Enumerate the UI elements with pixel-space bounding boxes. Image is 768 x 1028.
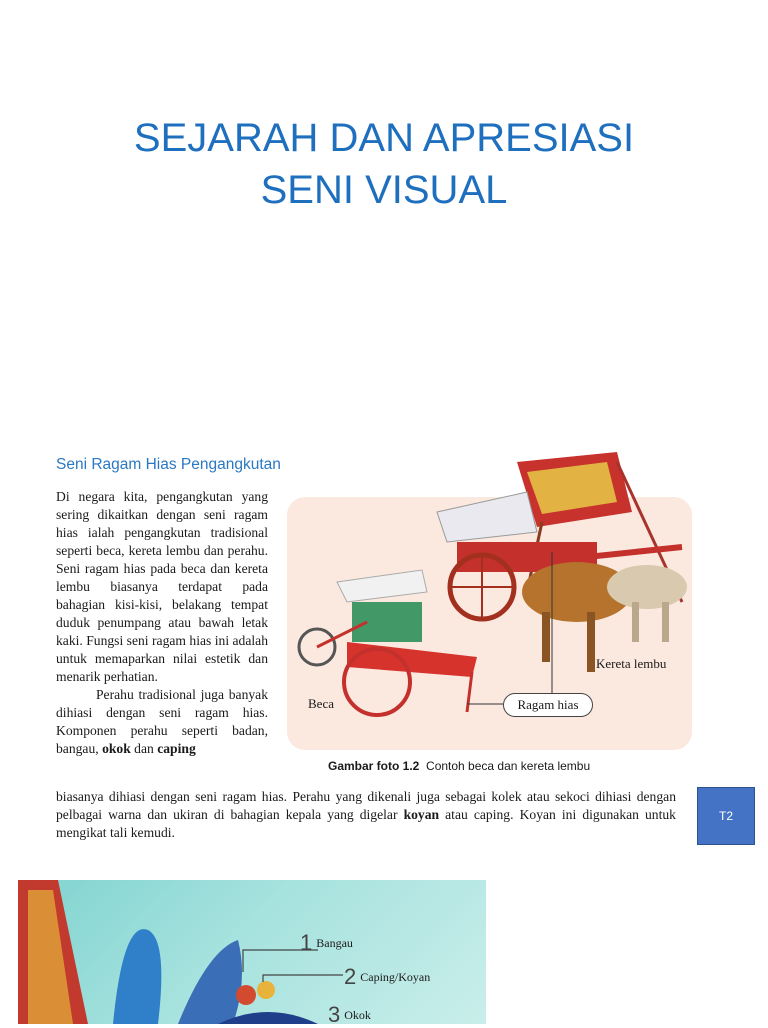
paragraph-2-text: Perahu tradisional juga banyak dihiasi dengan seni ragam hias. Komponen perahu seperti badan, bangau,	[56, 687, 268, 756]
slide-title-line-1: SEJARAH DAN APRESIASI	[133, 116, 635, 160]
perahu-illustration	[18, 880, 486, 1024]
part-number: 1	[300, 930, 313, 955]
label-kereta-lembu: Kereta lembu	[596, 656, 667, 671]
part-number: 2	[344, 964, 357, 989]
label-beca: Beca	[308, 696, 334, 711]
term-koyan: koyan	[403, 807, 440, 822]
paragraph-2-dan: dan	[130, 741, 158, 756]
caption-text: Contoh beca dan kereta lembu	[426, 759, 591, 773]
perahu-image	[18, 880, 486, 1024]
term-okok: okok	[102, 741, 131, 756]
body-text-column	[56, 488, 268, 758]
t2-badge[interactable]: T2	[697, 787, 755, 845]
boat-part-item	[344, 964, 430, 990]
label-ragam-hias: Ragam hias	[503, 693, 593, 717]
body-text-wide	[56, 788, 676, 842]
part-label: Caping/Koyan	[360, 969, 431, 984]
slide-title-line-2: SENI VISUAL	[260, 168, 508, 212]
part-label: Okok	[344, 1007, 371, 1022]
boat-part-item	[300, 930, 353, 956]
section-heading: Seni Ragam Hias Pengangkutan	[56, 456, 281, 473]
term-caping: caping	[157, 741, 196, 756]
paragraph-2	[56, 686, 268, 758]
part-number: 3	[328, 1002, 341, 1027]
wide-text-b: atau caping. Koyan ini digunakan untuk mengikat tali kemudi.	[56, 807, 676, 840]
beca-kereta-lembu-illustration	[287, 452, 707, 752]
wide-text-a: biasanya dihiasi dengan seni ragam hias. Perahu yang dikenali juga sebagai kolek atau sekoci dihiasi dengan pelbagai warna dan ukiran di bahagian kepala yang digelar	[56, 789, 676, 822]
slide-title	[0, 112, 768, 216]
caption-number: Gambar foto 1.2	[328, 759, 420, 773]
boat-part-item	[328, 1002, 371, 1028]
figure-caption	[328, 759, 590, 773]
part-label: Bangau	[316, 935, 353, 950]
paragraph-1: Di negara kita, pengangkutan yang sering dikaitkan dengan seni ragam hias ialah pengangkutan tradisional seperti beca, kereta lembu dan perahu. Seni ragam hias pada beca dan kereta lembu biasanya terdapat pada bahagian kisi-kisi, belakang tempat duduk penumpang atau bawah letak kaki. Fungsi seni ragam hias ini adalah untuk memaparkan nilai estetik dan menarik perhatian.	[56, 489, 268, 684]
kereta-lembu-image	[437, 452, 687, 672]
